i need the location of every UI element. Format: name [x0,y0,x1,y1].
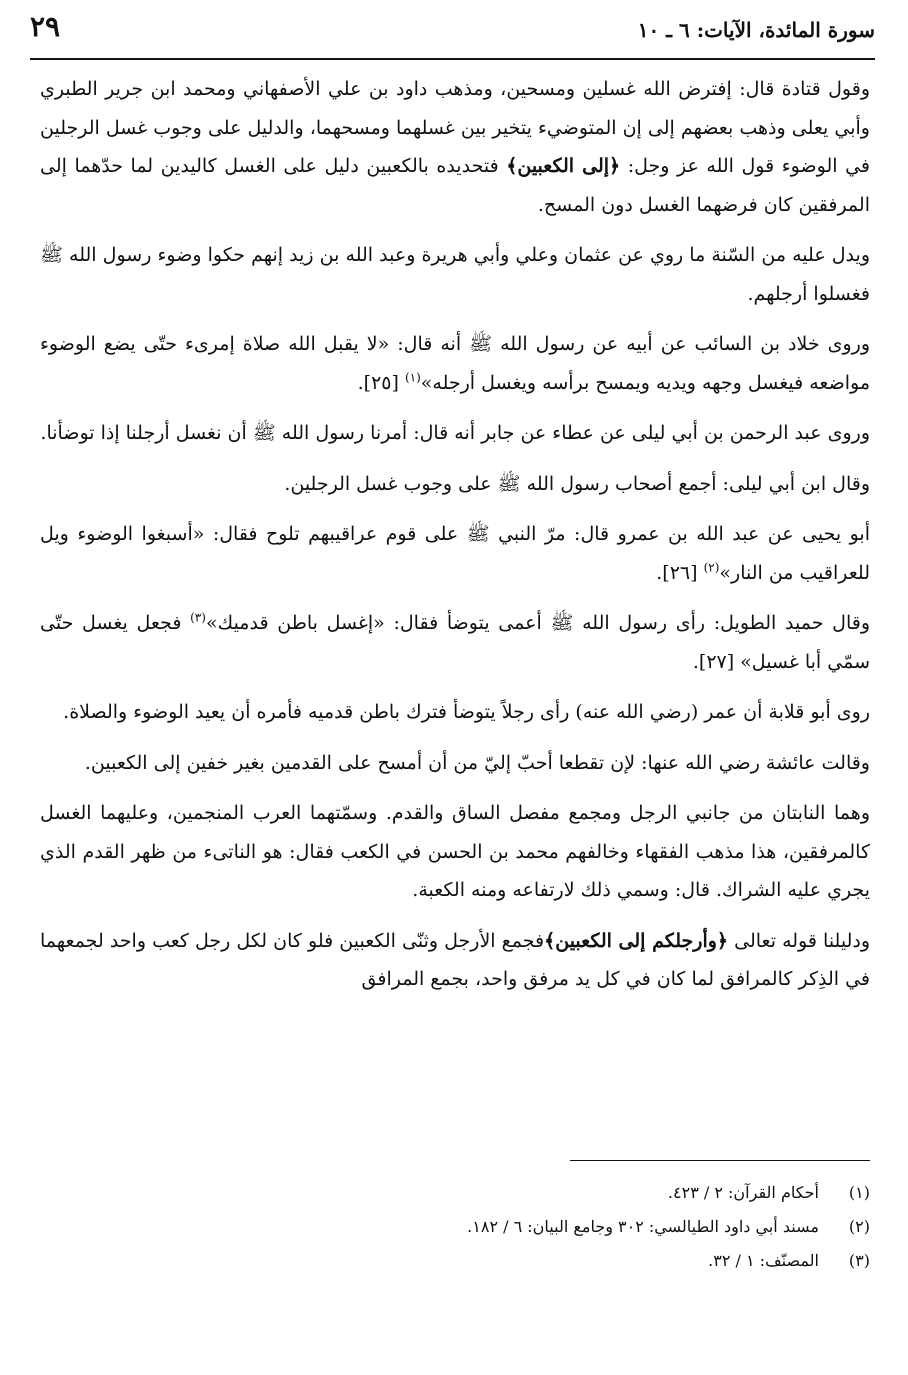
footnote-divider [570,1160,870,1161]
text-run: ودليلنا قوله تعالى [728,929,871,952]
quran-quote: ﴿وأرجلكم إلى الكعبين﴾ [544,929,729,952]
footnote-number: (١) [848,1183,870,1202]
footnote-number: (٢) [848,1217,870,1236]
text-run: وقول قتادة قال: إفترض الله غسلين ومسحين، ومذهب داود بن علي الأصفهاني ومحمد ابن جرير الطبري وأبي يعلى وذهب بعضهم إلى إن المتوضيء يتخير بين غسلهما ومسحهما، والدليل على وجوب غسل الرجلين في الوضوء قول الله عز وجل: [40,78,870,177]
page-header [30,10,875,60]
paragraph [40,414,870,453]
footnote-text: المصنّف: ١ / ٣٢. [708,1251,819,1270]
paragraph [40,794,870,910]
running-title: سورة المائدة، الآيات: ٦ ـ ١٠ [637,18,875,42]
text-run: فجعل يغسل حتّى سمّي أبا غسيل» [٢٧]. [40,612,870,673]
text-run: [٢٥]. [357,371,405,394]
footnote-ref: (٣) [190,610,206,625]
text-run: وقال حميد الطويل: رأى رسول الله ﷺ أعمى يتوضأ فقال: «إغسل باطن قدميك» [205,612,870,634]
footnote-text: أحكام القرآن: ٢ / ٤٢٣. [667,1183,819,1202]
text-run: أبو يحيى عن عبد الله بن عمرو قال: مرّ النبي ﷺ على قوم عراقيبهم تلوح فقال: «أسبغوا الوضوء ويل للعراقيب من النار» [40,523,870,584]
quran-quote: ﴿إلى الكعبين﴾ [506,155,621,177]
paragraph [40,744,870,783]
footnote-ref: (٢) [703,560,720,575]
paragraph [40,922,870,999]
footnote-ref: (١) [404,370,421,385]
footnote [300,1176,870,1210]
paragraph [40,604,870,681]
paragraph [40,325,870,402]
text-run: وقالت عائشة رضي الله عنها: لإن تقطعا أحبّ إليّ من أن أمسح على القدمين بغير خفين إلى الكعبين. [84,751,870,774]
paragraph [40,70,870,224]
page-number: ٢٩ [30,10,61,43]
footnote-number: (٣) [848,1251,870,1270]
text-run: فجمع الأرجل وثنّى الكعبين فلو كان لكل رجل كعب واحد لجمعهما في الذِكر كالمرافق لما كان في كل يد مرفق واحد، بجمع المرافق [40,929,870,990]
paragraph [40,465,870,504]
text-run: فتحديده بالكعبين دليل على الغسل كاليدين لما حدّهما إلى المرفقين كان فرضهما الغسل دون المسح. [40,155,870,216]
footnote-text: مسند أبي داود الطيالسي: ٣٠٢ وجامع البيان: ٦ / ١٨٢. [467,1217,819,1236]
text-run: وهما النابتان من جانبي الرجل ومجمع مفصل الساق والقدم. وسمّتهما العرب المنجمين، وعليهما الغسل كالمرفقين، هذا مذهب الفقهاء وخالفهم محمد بن الحسن في الكعب فقال: هو الناتىء من ظهر القدم الذي يجري عليه الشراك. قال: وسمي ذلك لارتفاعه ومنه الكعبة. [40,802,870,901]
text-run: ويدل عليه من السّنة ما روي عن عثمان وعلي وأبي هريرة وعبد الله بن زيد إنهم حكوا وضوء رسول الله ﷺ فغسلوا أرجلهم. [40,244,870,305]
footnotes [300,1176,870,1278]
paragraph [40,236,870,313]
body-text [40,70,870,1011]
footnote [300,1210,870,1244]
text-run: وروى خلاد بن السائب عن أبيه عن رسول الله ﷺ أنه قال: «لا يقبل الله صلاة إمرىء حتّى يضع الوضوء مواضعه فيغسل وجهه ويديه ويمسح برأسه ويغسل أرجله» [40,333,870,394]
text-run: روى أبو قلابة أن عمر (رضي الله عنه) رأى رجلاً يتوضأ فترك باطن قدميه فأمره أن يعيد الوضوء والصلاة. [63,701,870,723]
text-run: [٢٦]. [656,561,704,584]
paragraph [40,693,870,732]
text-run: وقال ابن أبي ليلى: أجمع أصحاب رسول الله ﷺ على وجوب غسل الرجلين. [284,472,870,495]
footnote [300,1244,870,1278]
paragraph [40,515,870,592]
text-run: وروى عبد الرحمن بن أبي ليلى عن عطاء عن جابر أنه قال: أمرنا رسول الله ﷺ أن نغسل أرجلنا إذا توضأنا. [40,422,870,444]
